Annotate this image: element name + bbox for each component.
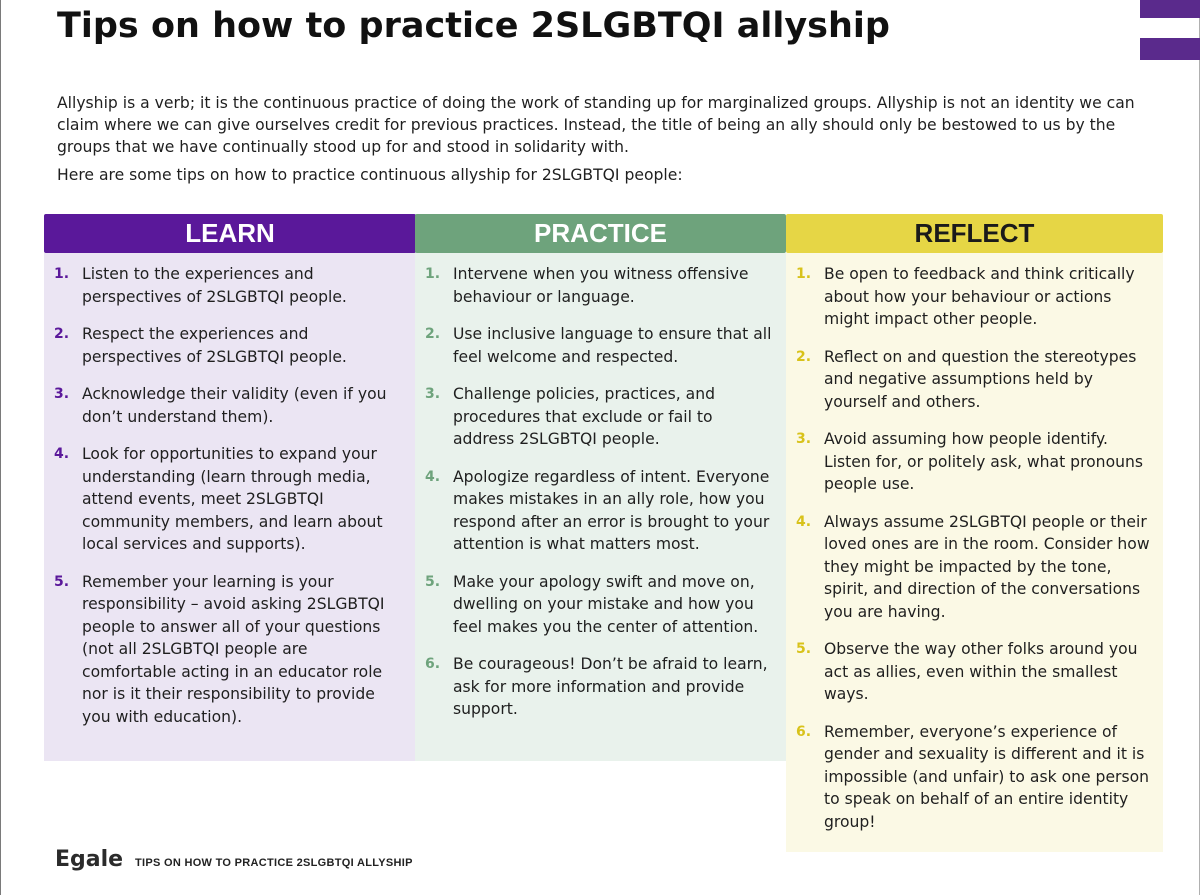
item-text: Respect the experiences and perspectives of 2SLGBTQI people. (82, 325, 347, 366)
item-number: 1. (425, 266, 441, 282)
item-number: 2. (54, 326, 70, 342)
item-number: 6. (796, 723, 812, 740)
item-number: 5. (796, 641, 812, 657)
reflect-item (796, 511, 1153, 624)
practice-item (425, 383, 776, 451)
page-border-left (0, 0, 1, 895)
learn-body (44, 253, 416, 761)
item-number: 6. (425, 656, 441, 672)
item-number: 2. (425, 326, 441, 342)
item-number: 4. (796, 513, 812, 530)
learn-column (44, 214, 416, 761)
item-text: Intervene when you witness offensive behaviour or language. (453, 265, 749, 306)
item-text: Always assume 2SLGBTQI people or their loved ones are in the room. Consider how they might be impacted by the tone, spirit, and direction of the conversations you are having. (824, 512, 1150, 621)
practice-heading: PRACTICE (415, 214, 786, 253)
intro-paragraph: Allyship is a verb; it is the continuous practice of doing the work of standing up for marginalized groups. Allyship is not an identity we can claim where we can give ourselves credit for previous practices. Instead, the title of being an ally should only be bestowed to us by the groups that we have continually stood up for and stood in solidarity with. (57, 94, 1135, 156)
intro-lead: Here are some tips on how to practice continuous allyship for 2SLGBTQI people: (57, 166, 683, 184)
learn-item (54, 263, 406, 308)
reflect-item (796, 428, 1153, 496)
item-number: 3. (425, 386, 441, 402)
item-number: 4. (54, 446, 70, 462)
reflect-column (786, 214, 1163, 852)
practice-body (415, 253, 786, 761)
item-text: Remember, everyone’s experience of gender and sexuality is different and it is impossible (and unfair) to ask one person to speak on behalf of an entire identity group! (824, 722, 1150, 831)
reflect-list (796, 263, 1153, 833)
item-number: 1. (54, 266, 70, 282)
item-number: 5. (54, 573, 70, 590)
practice-item (425, 323, 776, 368)
item-number: 3. (796, 431, 812, 447)
item-text: Look for opportunities to expand your understanding (learn through media, attend events, meet 2SLGBTQI community members, and learn about local services and supports). (82, 445, 383, 553)
reflect-item (796, 638, 1153, 706)
learn-item (54, 383, 406, 428)
learn-item (54, 323, 406, 368)
egale-logo: Egale (55, 847, 124, 872)
item-text: Acknowledge their validity (even if you don’t understand them). (82, 385, 387, 426)
decorative-bar-bottom (1140, 38, 1200, 60)
reflect-item (796, 721, 1153, 834)
item-text: Reflect on and question the stereotypes and negative assumptions held by yourself and others. (824, 347, 1137, 411)
item-text: Make your apology swift and move on, dwelling on your mistake and how you feel makes you the center of attention. (453, 572, 759, 636)
practice-list (425, 263, 776, 721)
practice-item (425, 466, 776, 556)
reflect-heading: REFLECT (786, 214, 1163, 253)
learn-heading: LEARN (44, 214, 416, 253)
item-number: 2. (796, 348, 812, 365)
item-text: Observe the way other folks around you act as allies, even within the smallest ways. (824, 640, 1138, 703)
practice-item (425, 653, 776, 721)
item-number: 5. (425, 573, 441, 590)
item-text: Avoid assuming how people identify. Listen for, or politely ask, what pronouns people use. (824, 430, 1143, 493)
learn-list (54, 263, 406, 728)
reflect-item (796, 263, 1153, 331)
item-text: Remember your learning is your responsibility – avoid asking 2SLGBTQI people to answer all of your questions (not all 2SLGBTQI people are comfortable acting in an educator role nor is it their responsibility to provide you with education). (82, 572, 385, 726)
item-number: 3. (54, 386, 70, 402)
item-number: 4. (425, 468, 441, 485)
item-text: Challenge policies, practices, and procedures that exclude or fail to address 2SLGBTQI people. (453, 385, 715, 448)
learn-item (54, 443, 406, 556)
page-title: Tips on how to practice 2SLGBTQI allyship (57, 6, 890, 46)
item-text: Use inclusive language to ensure that all feel welcome and respected. (453, 325, 772, 366)
item-text: Apologize regardless of intent. Everyone makes mistakes in an ally role, how you respond after an error is brought to your attention is what matters most. (453, 467, 770, 553)
learn-item (54, 571, 406, 729)
item-number: 1. (796, 266, 812, 282)
footer-caption: TIPS ON HOW TO PRACTICE 2SLGBTQI ALLYSHIP (135, 857, 413, 869)
reflect-item (796, 346, 1153, 414)
practice-column (415, 214, 786, 761)
reflect-body (786, 253, 1163, 852)
item-text: Be open to feedback and think critically about how your behaviour or actions might impact other people. (824, 265, 1135, 328)
item-text: Listen to the experiences and perspectives of 2SLGBTQI people. (82, 265, 347, 306)
practice-item (425, 571, 776, 639)
item-text: Be courageous! Don’t be afraid to learn, ask for more information and provide support. (453, 655, 768, 718)
decorative-bar-top (1140, 0, 1200, 18)
practice-item (425, 263, 776, 308)
